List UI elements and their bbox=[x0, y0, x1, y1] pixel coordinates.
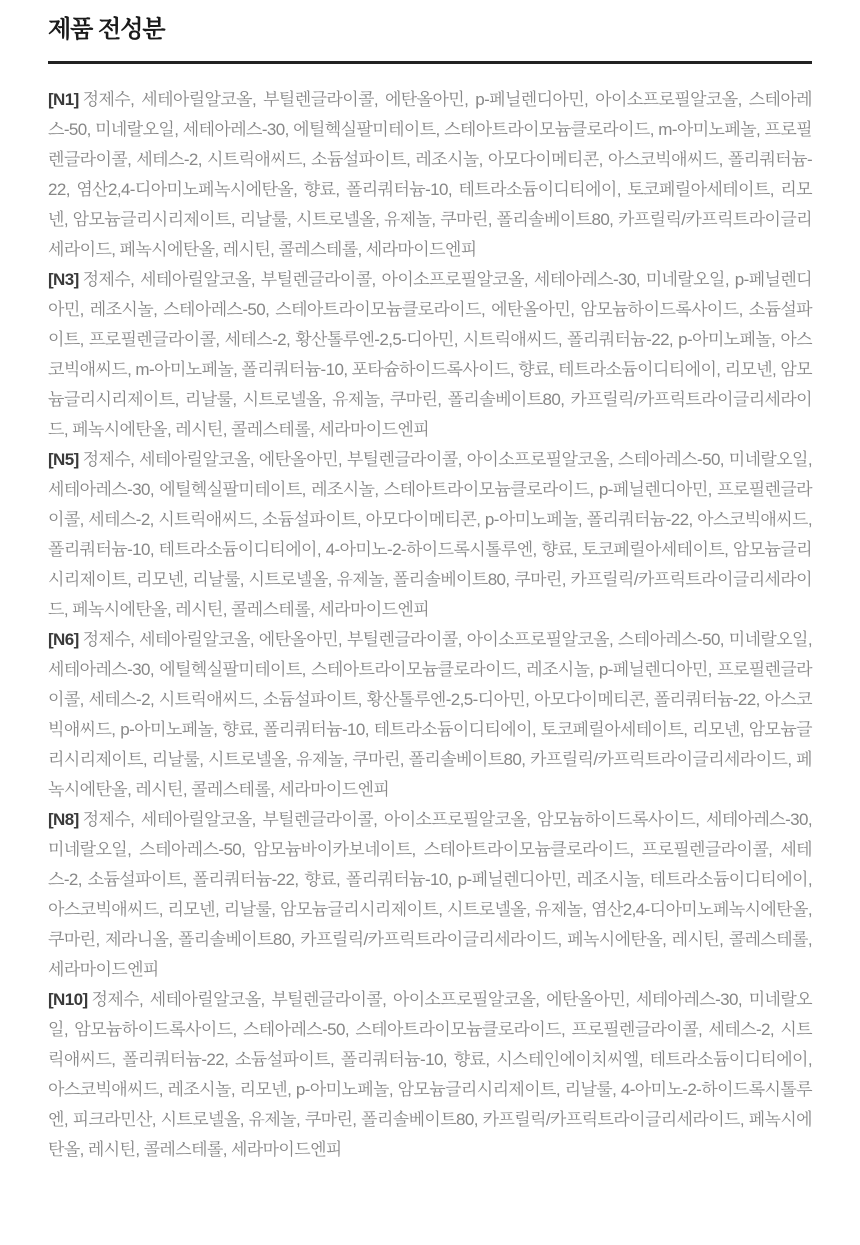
ingredient-section-n3 bbox=[48, 265, 812, 445]
formula-number-label: [N1] bbox=[48, 90, 79, 110]
ingredient-list-text: 정제수, 세테아릴알코올, 부틸렌글라이콜, 에탄올아민, p-페닐렌디아민, 아이소프로필알코올, 스테아레스-50, 미네랄오일, 세테아레스-30, 에틸헥실팔미테이트, 스테아트라이모늄클로라이드, m-아미노페놀, 프로필렌글라이콜, 세테스-2, 시트릭애씨드, 소듐설파이트, 레조시놀, 아모다이메티콘, 아스코빅애씨드, 폴리쿼터늄-22, 염산2,4-디아미노페녹시에탄올, 향료, 폴리쿼터늄-10, 테트라소듐이디티에이, 토코페릴아세테이트, 리모넨, 암모늄글리시리제이트, 리날룰, 시트로넬올, 유제놀, 쿠마린, 폴리솔베이트80, 카프릴릭/카프릭트라이글리세라이드, 페녹시에탄올, 레시틴, 콜레스테롤, 세라마이드엔피 bbox=[48, 90, 812, 260]
formula-number-label: [N5] bbox=[48, 450, 79, 470]
formula-number-label: [N8] bbox=[48, 810, 79, 830]
ingredient-list-text: 정제수, 세테아릴알코올, 부틸렌글라이콜, 아이소프로필알코올, 암모늄하이드록사이드, 세테아레스-30, 미네랄오일, 스테아레스-50, 암모늄바이카보네이트, 스테아트라이모늄클로라이드, 프로필렌글라이콜, 세테스-2, 소듐설파이트, 폴리쿼터늄-22, 향료, 폴리쿼터늄-10, p-페닐렌디아민, 레조시놀, 테트라소듐이디티에이, 아스코빅애씨드, 리모넨, 리날룰, 암모늄글리시리제이트, 시트로넬올, 유제놀, 염산2,4-디아미노페녹시에탄올, 쿠마린, 제라니올, 폴리솔베이트80, 카프릴릭/카프릭트라이글리세라이드, 페녹시에탄올, 레시틴, 콜레스테롤, 세라마이드엔피 bbox=[48, 810, 812, 980]
title-divider bbox=[48, 61, 812, 64]
ingredient-list-text: 정제수, 세테아릴알코올, 부틸렌글라이콜, 아이소프로필알코올, 세테아레스-30, 미네랄오일, p-페닐렌디아민, 레조시놀, 스테아레스-50, 스테아트라이모늄클로라이드, 에탄올아민, 암모늄하이드록사이드, 소듐설파이트, 프로필렌글라이콜, 세테스-2, 황산톨루엔-2,5-디아민, 시트릭애씨드, 폴리쿼터늄-22, p-아미노페놀, 아스코빅애씨드, m-아미노페놀, 폴리쿼터늄-10, 포타슘하이드록사이드, 향료, 테트라소듐이디티에이, 리모넨, 암모늄글리시리제이트, 리날룰, 시트로넬올, 유제놀, 쿠마린, 폴리솔베이트80, 카프릴릭/카프릭트라이글리세라이드, 페녹시에탄올, 레시틴, 콜레스테롤, 세라마이드엔피 bbox=[48, 270, 812, 440]
formula-number-label: [N6] bbox=[48, 630, 79, 650]
formula-number-label: [N10] bbox=[48, 990, 88, 1010]
ingredient-section-n1 bbox=[48, 85, 812, 265]
ingredient-list-text: 정제수, 세테아릴알코올, 에탄올아민, 부틸렌글라이콜, 아이소프로필알코올, 스테아레스-50, 미네랄오일, 세테아레스-30, 에틸헥실팔미테이트, 스테아트라이모늄클로라이드, 레조시놀, p-페닐렌디아민, 프로필렌글라이콜, 세테스-2, 시트릭애씨드, 소듐설파이트, 황산톨루엔-2,5-디아민, 아모다이메티콘, 폴리쿼터늄-22, 아스코빅애씨드, p-아미노페놀, 향료, 폴리쿼터늄-10, 테트라소듐이디티에이, 토코페릴아세테이트, 리모넨, 암모늄글리시리제이트, 리날룰, 시트로넬올, 유제놀, 쿠마린, 폴리솔베이트80, 카프릴릭/카프릭트라이글리세라이드, 페녹시에탄올, 레시틴, 콜레스테롤, 세라마이드엔피 bbox=[48, 630, 812, 800]
ingredient-list-text: 정제수, 세테아릴알코올, 에탄올아민, 부틸렌글라이콜, 아이소프로필알코올, 스테아레스-50, 미네랄오일, 세테아레스-30, 에틸헥실팔미테이트, 레조시놀, 스테아트라이모늄클로라이드, p-페닐렌디아민, 프로필렌글라이콜, 세테스-2, 시트릭애씨드, 소듐설파이트, 아모다이메티콘, p-아미노페놀, 폴리쿼터늄-22, 아스코빅애씨드, 폴리쿼터늄-10, 테트라소듐이디티에이, 4-아미노-2-하이드록시톨루엔, 향료, 토코페릴아세테이트, 암모늄글리시리제이트, 리모넨, 리날룰, 시트로넬올, 유제놀, 폴리솔베이트80, 쿠마린, 카프릴릭/카프릭트라이글리세라이드, 페녹시에탄올, 레시틴, 콜레스테롤, 세라마이드엔피 bbox=[48, 450, 812, 620]
ingredient-section-n10 bbox=[48, 985, 812, 1165]
ingredient-section-n8 bbox=[48, 805, 812, 985]
ingredient-section-n6 bbox=[48, 625, 812, 805]
ingredient-sections-container bbox=[48, 85, 812, 1165]
formula-number-label: [N3] bbox=[48, 270, 79, 290]
ingredient-section-n5 bbox=[48, 445, 812, 625]
page-title: 제품 전성분 bbox=[48, 16, 165, 43]
ingredient-list-text: 정제수, 세테아릴알코올, 부틸렌글라이콜, 아이소프로필알코올, 에탄올아민, 세테아레스-30, 미네랄오일, 암모늄하이드록사이드, 스테아레스-50, 스테아트라이모늄클로라이드, 프로필렌글라이콜, 세테스-2, 시트릭애씨드, 폴리쿼터늄-22, 소듐설파이트, 폴리쿼터늄-10, 향료, 시스테인에이치씨엘, 테트라소듐이디티에이, 아스코빅애씨드, 레조시놀, 리모넨, p-아미노페놀, 암모늄글리시리제이트, 리날룰, 4-아미노-2-하이드록시톨루엔, 피크라민산, 시트로넬올, 유제놀, 쿠마린, 폴리솔베이트80, 카프릴릭/카프릭트라이글리세라이드, 페녹시에탄올, 레시틴, 콜레스테롤, 세라마이드엔피 bbox=[48, 990, 812, 1160]
